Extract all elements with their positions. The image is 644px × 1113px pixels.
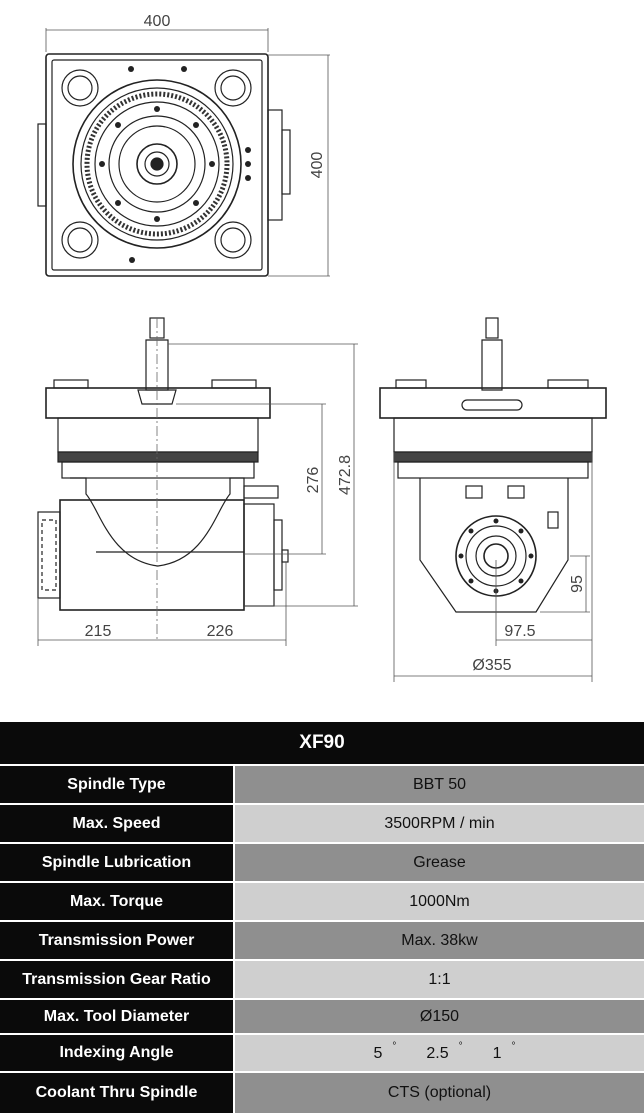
spec-table [0, 722, 644, 1113]
spec-row-max-torque [0, 883, 644, 920]
dim-front-4728: 472.8 [337, 454, 354, 496]
spec-row-coolant [0, 1073, 644, 1113]
angle-value: 2.5 ° [426, 1041, 463, 1062]
spec-label: Max. Speed [0, 805, 233, 842]
spec-row-max-speed [0, 805, 644, 842]
spec-label: Spindle Type [0, 766, 233, 803]
spec-label: Transmission Power [0, 922, 233, 959]
angle-value: 1 ° [492, 1041, 516, 1062]
spec-label: Coolant Thru Spindle [0, 1073, 233, 1113]
spec-value: Ø150 [235, 1000, 644, 1033]
spec-value: CTS (optional) [235, 1073, 644, 1113]
spec-title: XF90 [0, 722, 644, 764]
dim-side-975: 97.5 [504, 623, 536, 640]
spec-label: Max. Torque [0, 883, 233, 920]
spec-row-transmission-power [0, 922, 644, 959]
dim-front-226: 226 [206, 623, 234, 640]
spec-row-max-tool-diameter [0, 1000, 644, 1033]
spec-label: Indexing Angle [0, 1035, 233, 1071]
spec-label: Transmission Gear Ratio [0, 961, 233, 998]
dim-front-276: 276 [305, 466, 322, 494]
spec-row-gear-ratio [0, 961, 644, 998]
spec-row-spindle-type [0, 766, 644, 803]
dim-top-height: 400 [309, 151, 326, 179]
dim-side-diameter: Ø355 [472, 657, 512, 674]
spec-row-indexing-angle [0, 1035, 644, 1071]
side-view [380, 318, 606, 682]
spec-label: Max. Tool Diameter [0, 1000, 233, 1033]
spec-value-angles [235, 1035, 644, 1071]
spec-row-lubrication [0, 844, 644, 881]
dim-top-width: 400 [143, 13, 171, 30]
dim-front-215: 215 [84, 623, 112, 640]
spec-value: Grease [235, 844, 644, 881]
spec-value: 1000Nm [235, 883, 644, 920]
dim-side-95: 95 [569, 575, 586, 593]
angle-value: 5 ° [373, 1041, 397, 1062]
spec-value: 3500RPM / min [235, 805, 644, 842]
spec-value: BBT 50 [235, 766, 644, 803]
spec-label: Spindle Lubrication [0, 844, 233, 881]
top-view [38, 28, 330, 276]
spec-value: Max. 38kw [235, 922, 644, 959]
spec-value: 1:1 [235, 961, 644, 998]
